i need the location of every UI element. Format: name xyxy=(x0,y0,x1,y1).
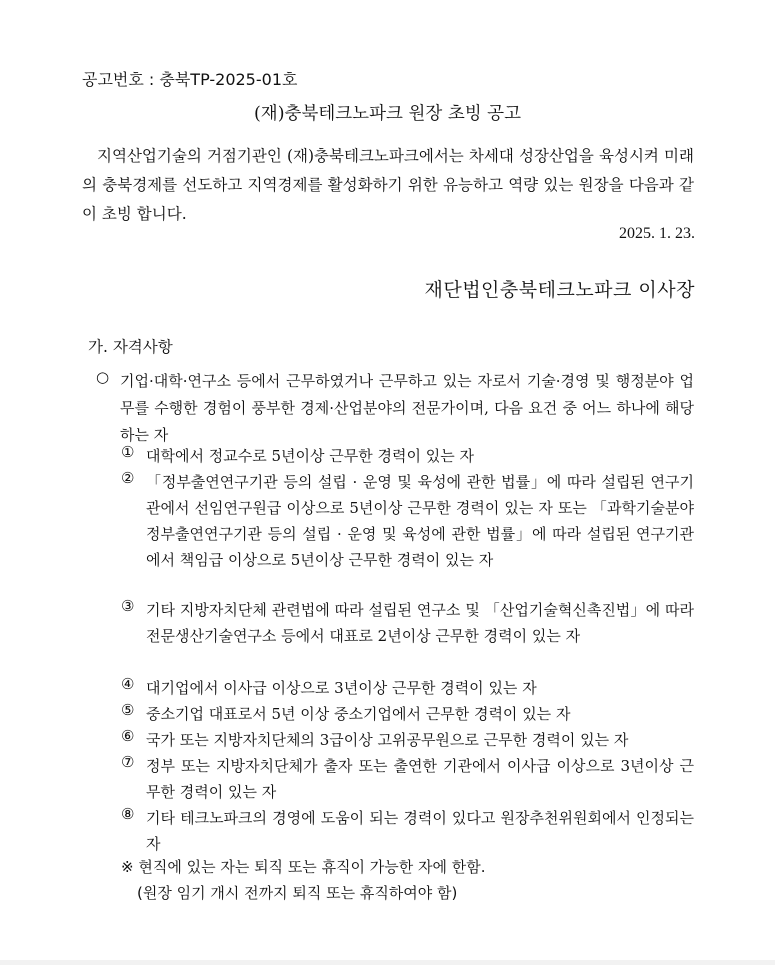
note-line: ※ 현직에 있는 자는 퇴직 또는 휴직이 가능한 자에 한함. xyxy=(121,858,486,876)
section-heading: 가. 자격사항 xyxy=(88,338,173,356)
item-number: ⑧ xyxy=(121,805,135,823)
item-number: ⑤ xyxy=(121,701,135,719)
page-bottom-edge xyxy=(0,960,775,965)
item-number: ④ xyxy=(121,675,135,693)
item-number: ③ xyxy=(121,597,135,615)
item-text: 기타 지방자치단체 관련법에 따라 설립된 연구소 및 「산업기술혁신촉진법」에 따라 전문생산기술연구소 등에서 대표로 2년이상 근무한 경력이 있는 자 xyxy=(146,601,694,645)
note-line-sub: (원장 임기 개시 전까지 퇴직 또는 휴직하여야 함) xyxy=(137,884,458,902)
item-number: ⑦ xyxy=(121,753,135,771)
item-text: 국가 또는 지방자치단체의 3급이상 고위공무원으로 근무한 경력이 있는 자 xyxy=(146,731,629,749)
item-text: 대학에서 정교수로 5년이상 근무한 경력이 있는 자 xyxy=(146,447,474,465)
intro-paragraph xyxy=(82,142,694,229)
item-text: 정부 또는 지방자치단체가 출자 또는 출연한 기관에서 이사급 이상으로 3년이상 근무한 경력이 있는 자 xyxy=(146,757,694,801)
document-title: (재)충북테크노파크 원장 초빙 공고 xyxy=(253,104,521,124)
item-text: 대기업에서 이사급 이상으로 3년이상 근무한 경력이 있는 자 xyxy=(146,679,537,697)
item-number: ① xyxy=(121,443,135,461)
announcement-number: 공고번호 : 충북TP-2025-01호 xyxy=(82,70,298,89)
item-text: 기타 테크노파크의 경영에 도움이 되는 경력이 있다고 원장추천위원회에서 인정되는 자 xyxy=(146,809,694,853)
intro-text: 지역산업기술의 거점기관인 (재)충북테크노파크에서는 차세대 성장산업을 육성시켜 미래의 충북경제를 선도하고 지역경제를 활성화하기 위한 유능하고 역량 있는 원장을 다음과 같이 초빙 합니다. xyxy=(82,147,694,223)
item-text: 「정부출연연구기관 등의 설립 · 운영 및 육성에 관한 법률」에 따라 설립된 연구기관에서 선임연구원급 이상으로 5년이상 근무한 경력이 있는 자 또는 「과학기술분야 정부출연연구기관 등의 설립 · 운영 및 육성에 관한 법률」에 따라 설립된 연구기관에서 책임급 이상으로 5년이상 근무한 경력이 있는 자 xyxy=(146,473,694,569)
item-number: ② xyxy=(121,469,135,487)
bullet-text: 기업·대학·연구소 등에서 근무하였거나 근무하고 있는 자로서 기술·경영 및 행정분야 업무를 수행한 경험이 풍부한 경제·산업분야의 전문가이며, 다음 요건 중 어느 하나에 해당하는 자 xyxy=(120,372,694,444)
item-number: ⑥ xyxy=(121,727,135,745)
announcement-date: 2025. 1. 23. xyxy=(619,225,695,242)
signature-line: 재단법인충북테크노파크 이사장 xyxy=(424,279,695,301)
bullet-circle: ○ xyxy=(96,368,110,386)
item-text: 중소기업 대표로서 5년 이상 중소기업에서 근무한 경력이 있는 자 xyxy=(146,705,571,723)
